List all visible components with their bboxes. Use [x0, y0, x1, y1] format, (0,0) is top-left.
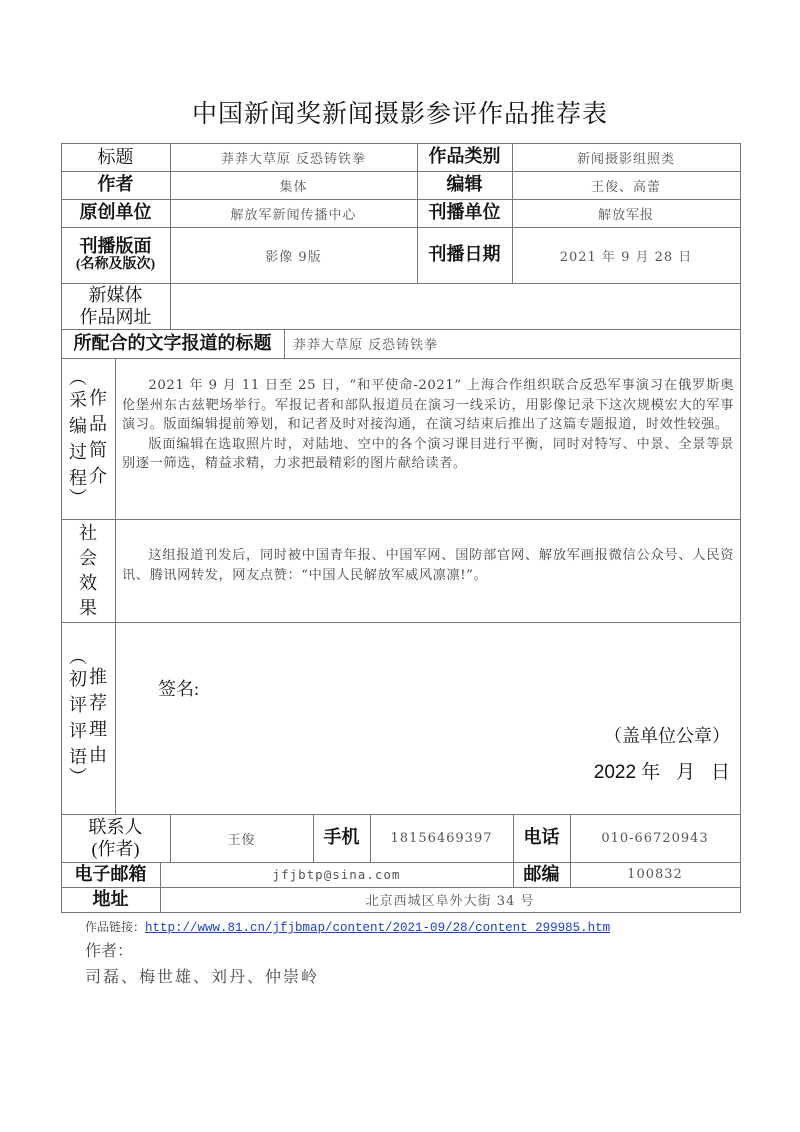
row-divider	[61, 622, 741, 623]
process-paragraph: 版面编辑在选取照片时，对陆地、空中的各个演习课目进行平衡，同时对特写、中景、全景等景别逐一筛选，精益求精，力求把最精彩的图片献给读者。	[122, 436, 734, 471]
contact-label-line2: (作者)	[91, 839, 140, 859]
title-label: 标题	[97, 146, 134, 167]
newmedia-label-line1: 新媒体	[88, 284, 143, 305]
work-link[interactable]: http://www.81.cn/jfjbmap/content/2021-09/28/content_299985.htm	[145, 921, 611, 935]
date-value: 2021 年 9 月 28 日	[559, 249, 693, 265]
review-date-line: 2022 年 月 日	[593, 762, 730, 783]
vertical-label-char: 评	[69, 695, 87, 715]
work-link-line	[85, 918, 610, 935]
mobile-label: 手机	[323, 827, 360, 848]
address-label: 地址	[92, 888, 129, 909]
signature-label: 签名:	[158, 679, 200, 699]
origin-value: 解放军新闻传播中心	[230, 207, 357, 223]
row-divider	[61, 519, 741, 520]
title-value: 莽莽大草原 反恐铸铁拳	[220, 151, 367, 167]
table-border-right	[740, 143, 741, 913]
caption-value: 莽莽大草原 反恐铸铁拳	[293, 338, 439, 353]
process-label-col1	[68, 367, 88, 508]
editor-label: 编辑	[446, 174, 483, 195]
vertical-label-char: ︶	[69, 767, 87, 787]
process-label	[61, 358, 115, 519]
authors-label: 作者：	[85, 941, 134, 960]
page-label-sub: (名称及版次)	[75, 257, 156, 273]
zip-label: 邮编	[523, 863, 560, 884]
vertical-label-char: 评	[69, 721, 87, 741]
social-label	[61, 519, 115, 622]
phone-value: 010-66720943	[601, 830, 709, 846]
author-label: 作者	[97, 174, 134, 195]
editor-value: 王俊、高蕾	[590, 179, 661, 195]
page-value: 影像 9版	[265, 249, 322, 265]
newmedia-label	[61, 283, 170, 329]
email-label: 电子邮箱	[74, 863, 147, 884]
email-value: jfjbtp@sina.com	[272, 867, 401, 882]
vertical-label-char: 理	[89, 719, 107, 739]
review-label-col1	[68, 647, 88, 787]
newmedia-value	[170, 283, 740, 329]
date-label: 刊播日期	[428, 244, 501, 265]
page-title: 中国新闻奖新闻摄影参评作品推荐表	[191, 101, 608, 128]
social-paragraph: 这组报道刊发后，同时被中国青年报、中国军网、国防部官网、解放军画报微信公众号、人民资讯、腾讯网转发，网友点赞：“中国人民解放军威风凛凛!”。	[122, 548, 734, 583]
vertical-label-char: 程	[69, 467, 87, 488]
vertical-label-char: ︶	[69, 487, 87, 508]
origin-label: 原创单位	[79, 202, 152, 223]
vertical-label-char: 作	[89, 387, 107, 408]
col-divider	[115, 358, 116, 814]
category-label: 作品类别	[428, 146, 501, 167]
process-text	[122, 376, 734, 474]
vertical-label-char: 会	[79, 547, 97, 568]
vertical-label-char: 编	[69, 415, 87, 436]
contact-label-line1: 联系人	[88, 816, 143, 837]
phone-label: 电话	[523, 827, 560, 848]
vertical-label-char: 介	[89, 465, 107, 486]
vertical-label-char: 采	[69, 389, 87, 410]
vertical-label-char: 荐	[89, 693, 107, 713]
vertical-label-char: 过	[69, 441, 87, 462]
vertical-label-char: 简	[89, 439, 107, 460]
row-divider	[61, 358, 741, 359]
category-value: 新闻摄影组照类	[576, 151, 675, 167]
mobile-value: 18156469397	[390, 830, 493, 846]
process-label-col2	[88, 371, 108, 507]
authors-value: 司磊、梅世雄、刘丹、仲崇岭	[85, 967, 320, 986]
review-label-col2	[88, 650, 108, 786]
process-paragraph: 2021 年 9 月 11 日至 25 日，“和平使命-2021” 上海合作组织联合反恐军事演习在俄罗斯奥伦堡州东古兹靶场举行。军报记者和部队报道员在演习一线采访，用影像记录下这次规模宏大的军事演习。版面编辑提前筹划，和记者及时对接沟通，在演习结束后推出了这篇专题报道，时效性较强。	[122, 378, 734, 432]
contact-label	[61, 814, 170, 862]
social-label-chars	[79, 521, 97, 621]
seal-note: （盖单位公章）	[604, 726, 730, 746]
vertical-label-char: 初	[69, 669, 87, 689]
vertical-label-char: 品	[89, 413, 107, 434]
vertical-label-char: ︵	[69, 647, 87, 667]
contact-value: 王俊	[227, 832, 256, 848]
address-value: 北京西城区阜外大街 34 号	[365, 894, 535, 909]
review-label	[61, 622, 115, 814]
table-border-bottom	[61, 912, 741, 913]
page-label	[61, 227, 170, 283]
vertical-label-char: ︵	[69, 367, 87, 388]
vertical-label-char: 推	[89, 667, 107, 687]
publisher-label: 刊播单位	[428, 202, 501, 223]
work-link-label: 作品链接：	[85, 920, 146, 934]
newmedia-label-line2: 作品网址	[79, 307, 152, 327]
social-text	[122, 546, 734, 585]
vertical-label-char: 由	[89, 745, 107, 765]
vertical-label-char: 果	[79, 597, 97, 618]
page-label-main: 刊播版面	[79, 235, 152, 256]
vertical-label-char: 效	[79, 572, 97, 593]
publisher-value: 解放军报	[597, 207, 654, 223]
vertical-label-char: 语	[69, 747, 87, 767]
caption-label: 所配合的文字报道的标题	[73, 332, 272, 353]
vertical-label-char: 社	[79, 522, 97, 543]
author-value: 集体	[279, 179, 308, 195]
zip-value: 100832	[627, 867, 683, 882]
